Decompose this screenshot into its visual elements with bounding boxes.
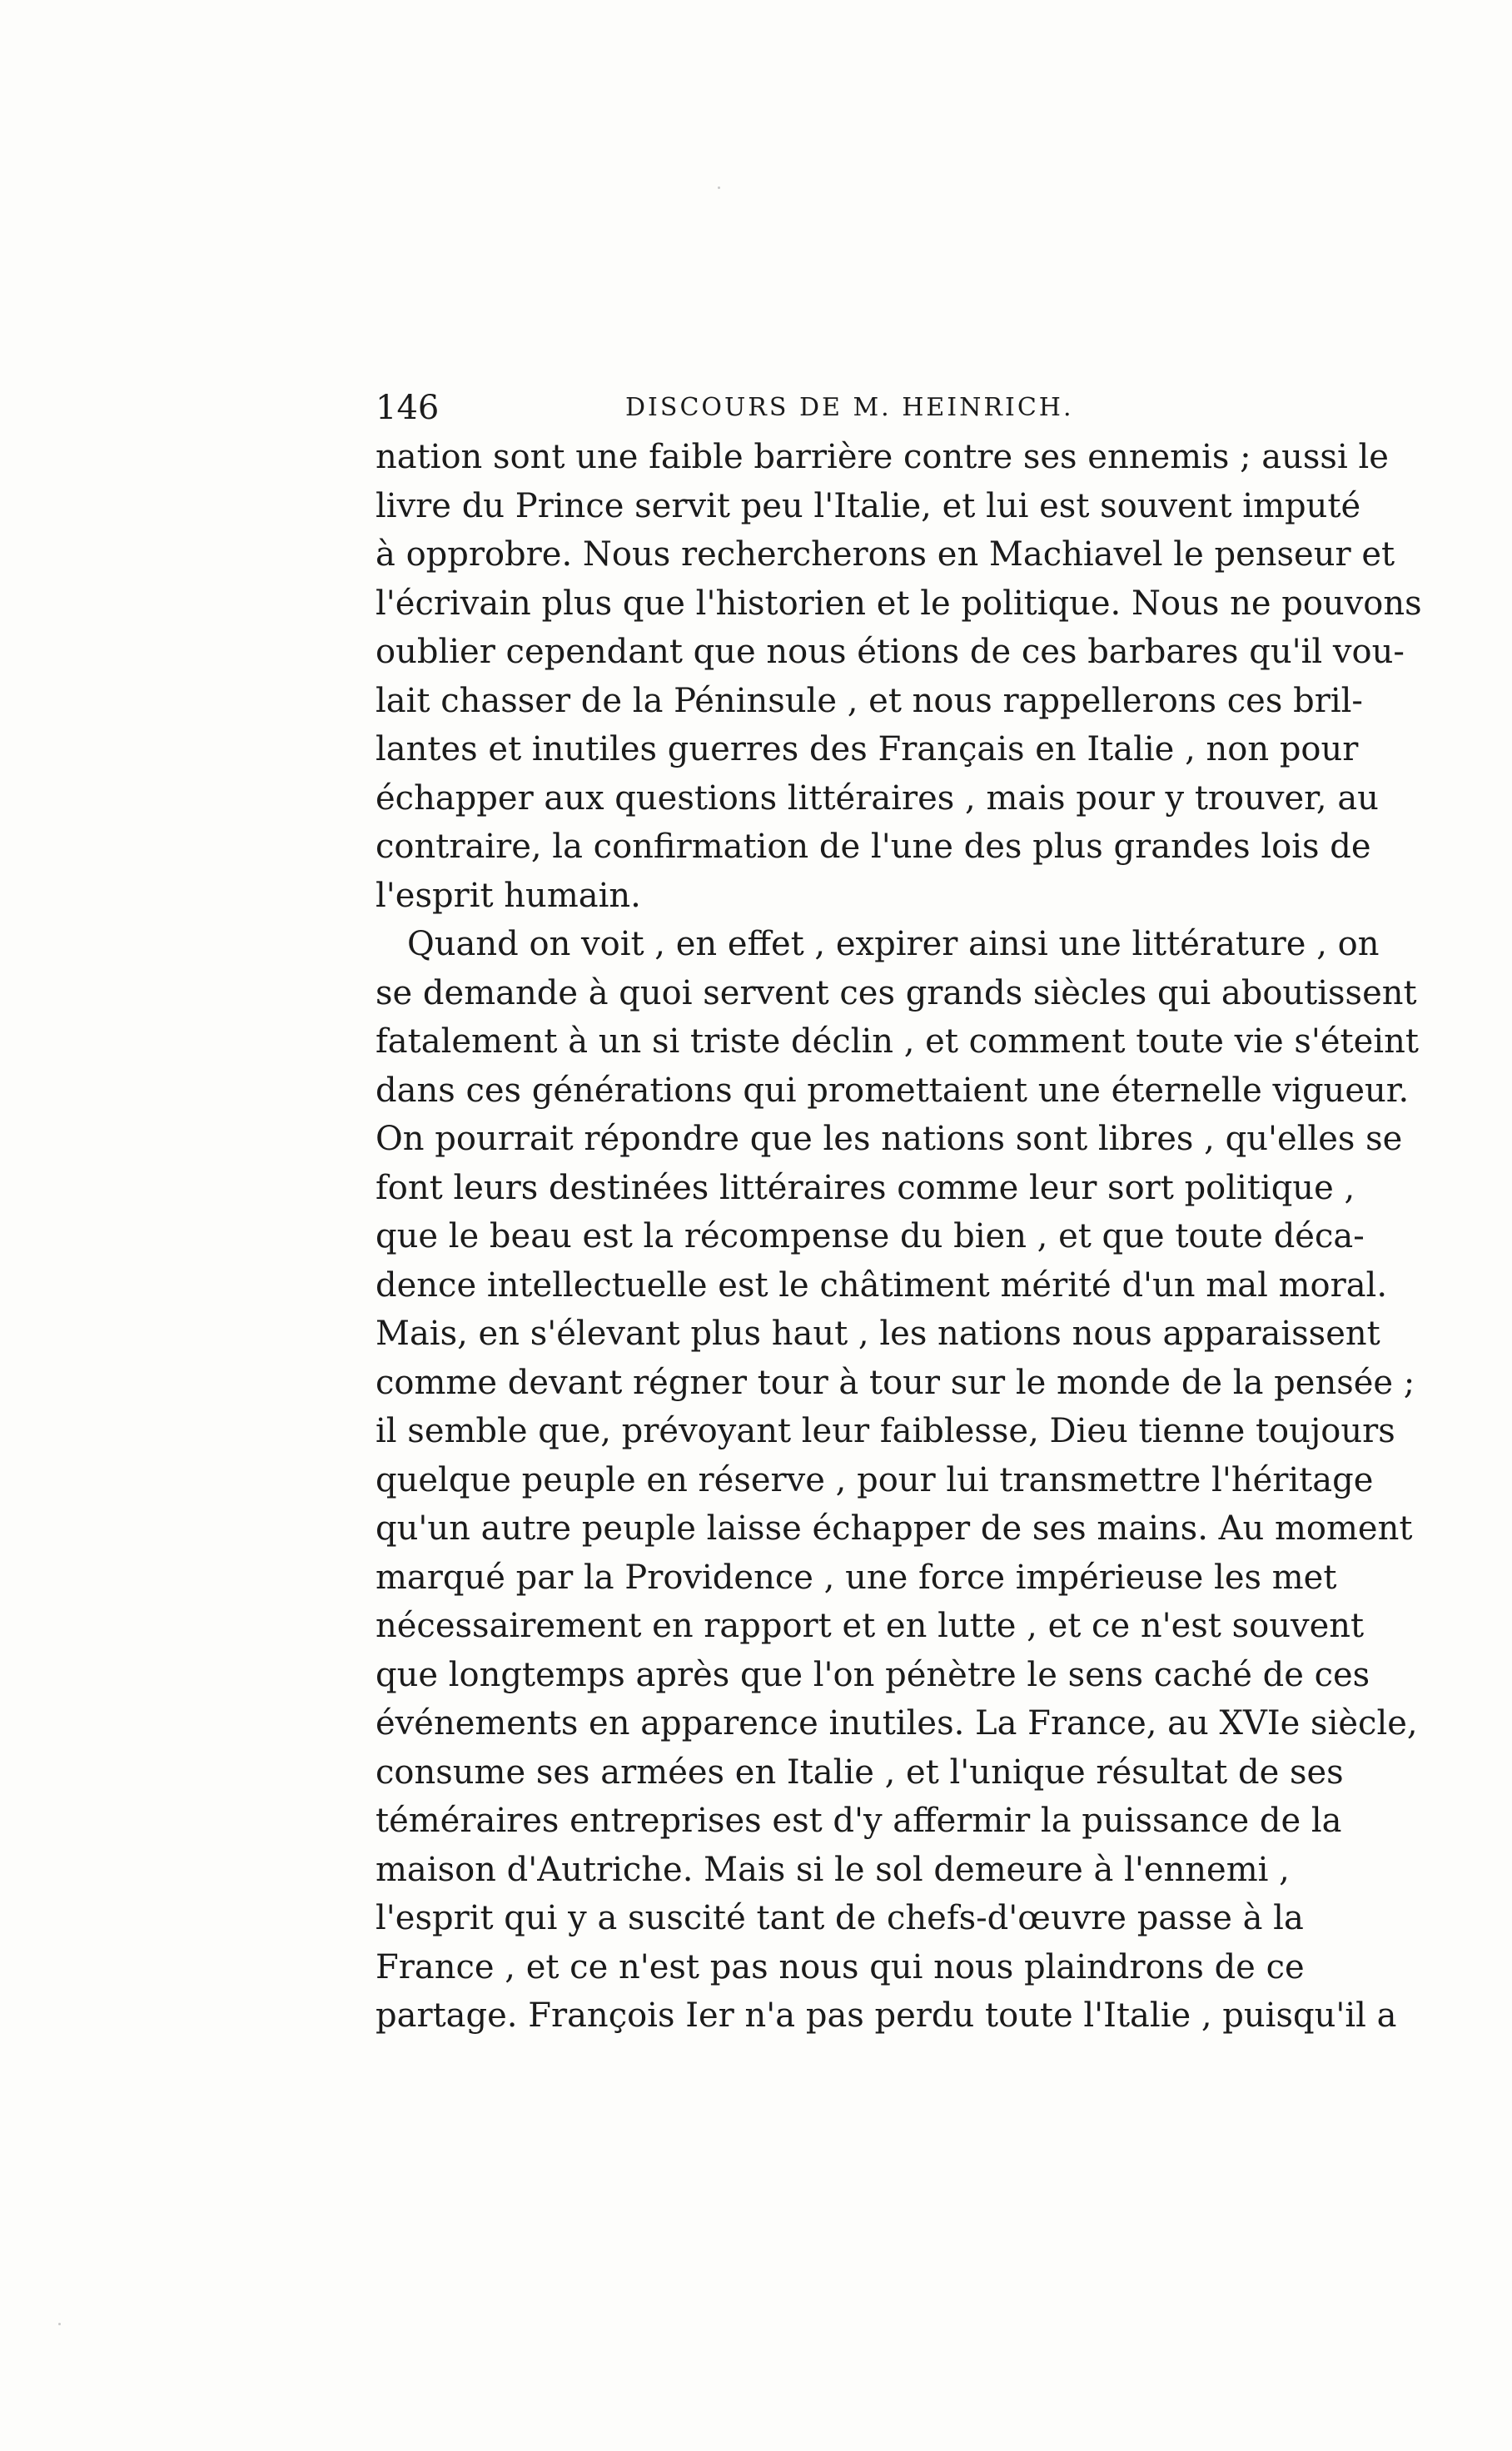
text-line: partage. François Ier n'a pas perdu toute l'Italie , puisqu'il a [376,1996,1397,2035]
running-head: DISCOURS DE M. HEINRICH. [625,393,1074,422]
text-line: que longtemps après que l'on pénètre le sens caché de ces [376,1655,1370,1694]
text-line: se demande à quoi servent ces grands siècles qui aboutissent [376,973,1417,1012]
text-line: comme devant régner tour à tour sur le monde de la pensée ; [376,1363,1415,1402]
text-line: livre du Prince servit peu l'Italie, et lui est souvent imputé [376,486,1361,525]
text-line: contraire, la confirmation de l'une des plus grandes lois de [376,828,1371,866]
text-line: l'esprit qui y a suscité tant de chefs-d'œuvre passe à la [376,1899,1304,1937]
page-header [376,387,1283,429]
text-line: lantes et inutiles guerres des Français en Italie , non pour [376,730,1359,768]
text-line: On pourrait répondre que les nations sont libres , qu'elles se [376,1120,1403,1158]
text-line: maison d'Autriche. Mais si le sol demeure à l'ennemi , [376,1850,1290,1889]
text-line: dans ces générations qui promettaient une éternelle vigueur. [376,1071,1410,1110]
text-line: oublier cependant que nous étions de ces barbares qu'il vou- [376,633,1405,671]
text-line: nécessairement en rapport et en lutte , et ce n'est souvent [376,1607,1365,1645]
text-line: quelque peuple en réserve , pour lui transmettre l'héritage [376,1460,1374,1499]
page-number: 146 [376,389,440,427]
text-line: France , et ce n'est pas nous qui nous plaindrons de ce [376,1947,1305,1986]
text-line: qu'un autre peuple laisse échapper de ses mains. Au moment [376,1509,1413,1548]
text-line: événements en apparence inutiles. La France, au XVIe siècle, [376,1704,1418,1743]
text-line: échapper aux questions littéraires , mais pour y trouver, au [376,778,1379,818]
paper-speck [58,2323,61,2325]
text-line: l'esprit humain. [376,876,641,915]
text-line: fatalement à un si triste déclin , et comment toute vie s'éteint [376,1022,1419,1061]
text-line: nation sont une faible barrière contre ses ennemis ; aussi le [376,438,1389,476]
text-line: font leurs destinées littéraires comme leur sort politique , [376,1168,1355,1207]
paragraph-first-line: Quand on voit , en effet , expirer ainsi une littérature , on [407,925,1380,963]
text-line: lait chasser de la Péninsule , et nous rappellerons ces bril- [376,681,1363,720]
text-line: dence intellectuelle est le châtiment mérité d'un mal moral. [376,1265,1388,1305]
text-line: Mais, en s'élevant plus haut , les nations nous apparaissent [376,1315,1380,1353]
paper-speck [718,186,720,189]
text-line: téméraires entreprises est d'y affermir la puissance de la [376,1802,1342,1840]
text-line: que le beau est la récompense du bien , et que toute déca- [376,1217,1365,1255]
body-text [376,433,1422,2041]
text-line: à opprobre. Nous rechercherons en Machiavel le penseur et [376,535,1395,574]
text-line: il semble que, prévoyant leur faiblesse, Dieu tienne toujours [376,1412,1395,1450]
text-line: marqué par la Providence , une force impérieuse les met [376,1558,1337,1597]
text-line: consume ses armées en Italie , et l'unique résultat de ses [376,1752,1344,1792]
text-line: l'écrivain plus que l'historien et le politique. Nous ne pouvons [376,584,1422,623]
